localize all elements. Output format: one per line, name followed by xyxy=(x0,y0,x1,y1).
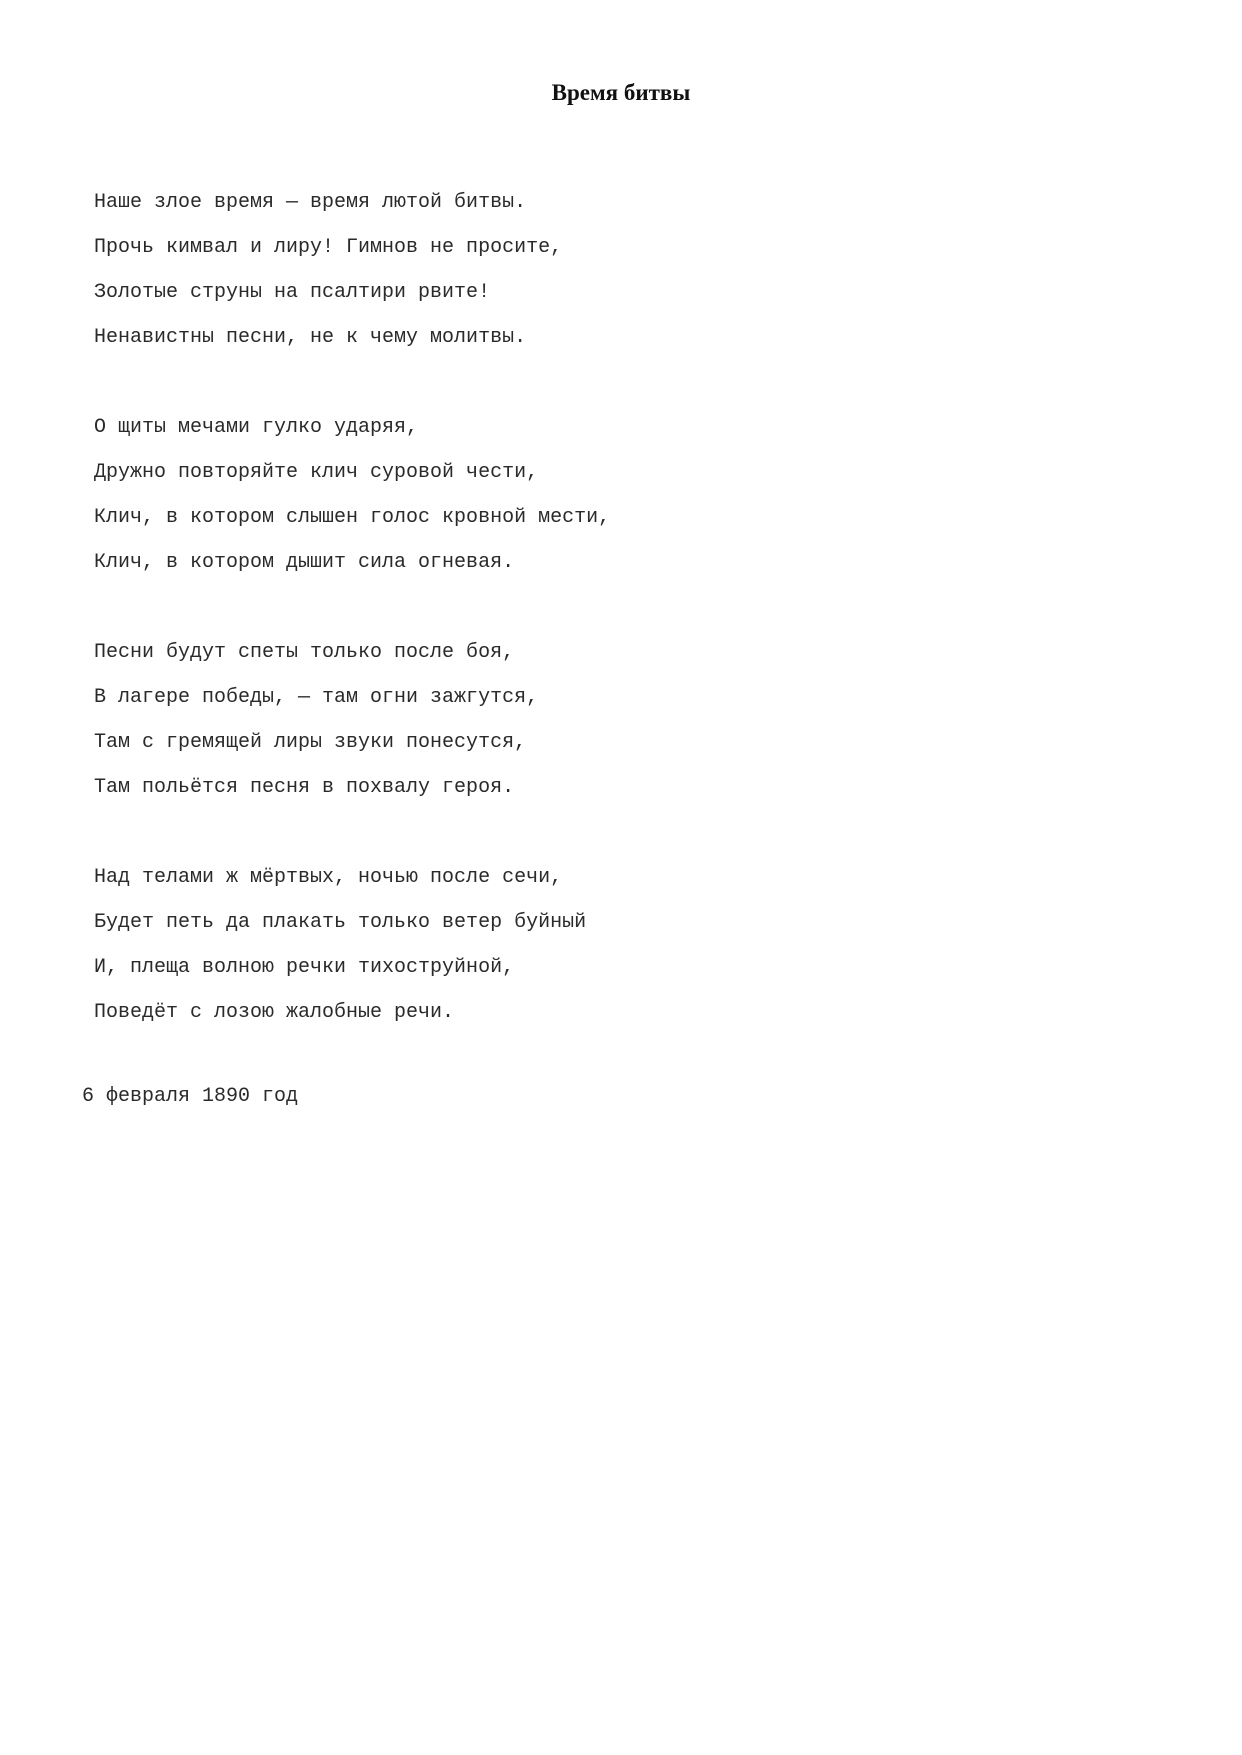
poem-line: Песни будут спеты только после боя, xyxy=(94,641,515,664)
stanza-2 xyxy=(94,405,1154,585)
poem-line: В лагере победы, — там огни зажгутся, xyxy=(94,686,539,709)
stanza-4 xyxy=(94,855,1154,1035)
poem-line: Там с гремящей лиры звуки понесутся, xyxy=(94,731,527,754)
poem-line: Наше злое время — время лютой битвы. xyxy=(94,191,527,214)
poem-line: Там польётся песня в похвалу героя. xyxy=(94,776,515,799)
poem-date: 6 февраля 1890 год xyxy=(82,1085,299,1108)
poem-body xyxy=(94,180,1154,1080)
poem-line: Будет петь да плакать только ветер буйный xyxy=(94,911,587,934)
poem-line: Клич, в котором дышит сила огневая. xyxy=(94,551,515,574)
poem-title: Время битвы xyxy=(551,80,691,105)
poem-line: Прочь кимвал и лиру! Гимнов не просите, xyxy=(94,236,563,259)
poem-line: Над телами ж мёртвых, ночью после сечи, xyxy=(94,866,563,889)
poem-line: Клич, в котором слышен голос кровной мести, xyxy=(94,506,611,529)
stanza-3 xyxy=(94,630,1154,810)
poem-line: О щиты мечами гулко ударяя, xyxy=(94,416,419,439)
poem-line: Дружно повторяйте клич суровой чести, xyxy=(94,461,539,484)
poem-line: И, плеща волною речки тихоструйной, xyxy=(94,956,515,979)
poem-line: Поведёт с лозою жалобные речи. xyxy=(94,1001,455,1024)
poem-line: Золотые струны на псалтири рвите! xyxy=(94,281,491,304)
poem-line: Ненавистны песни, не к чему молитвы. xyxy=(94,326,527,349)
stanza-1 xyxy=(94,180,1154,360)
